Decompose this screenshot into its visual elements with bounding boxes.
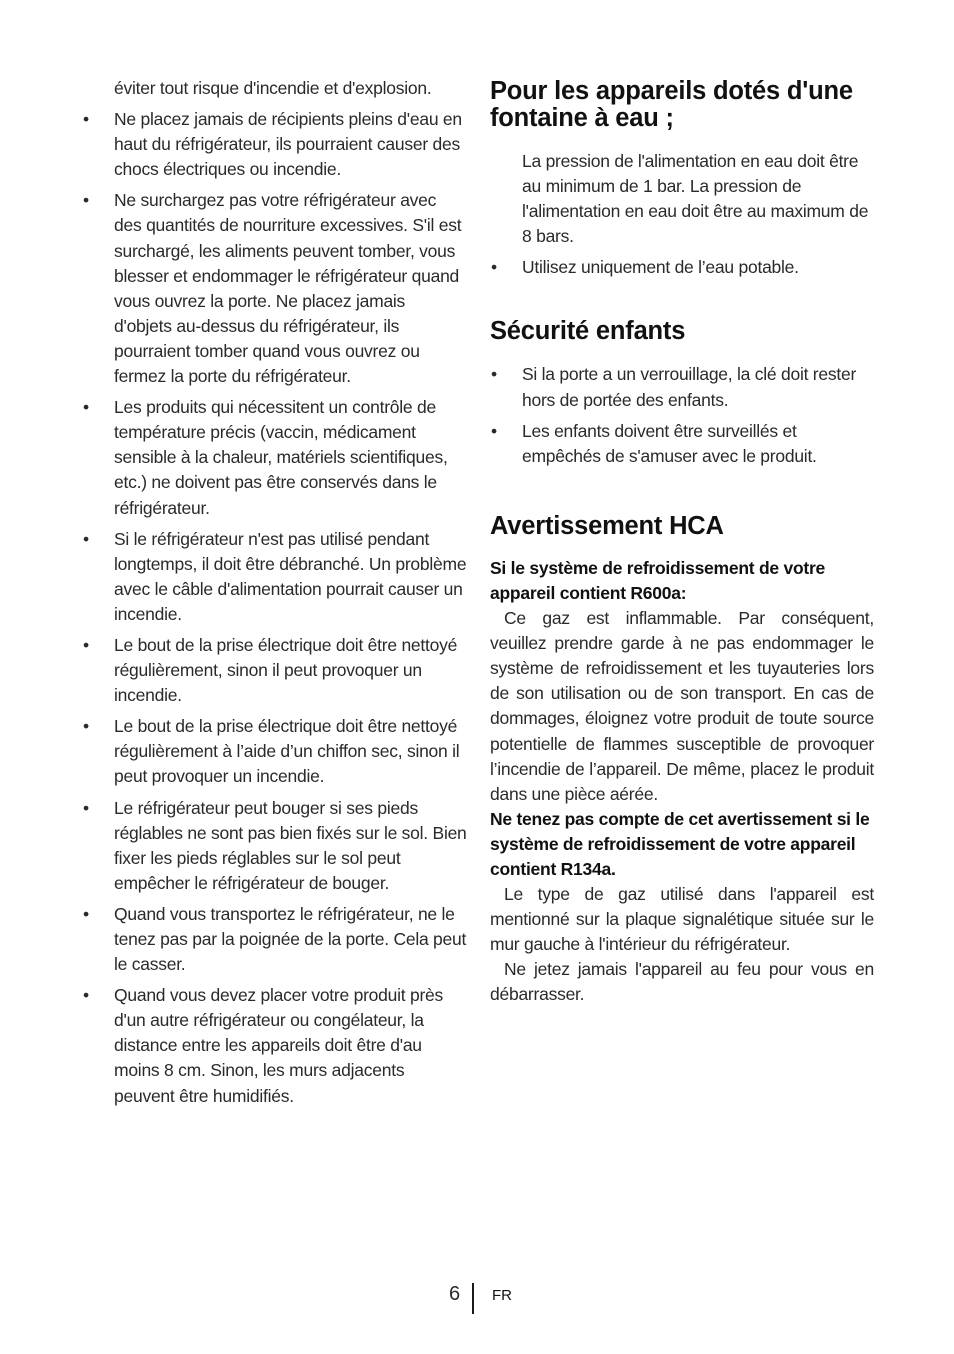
hca-bold-r134a: Ne tenez pas compte de cet avertissement si le système de refroidissement de votre appareil contient R134a.	[490, 808, 870, 879]
bullet-icon: •	[491, 420, 497, 441]
bullet-icon: •	[491, 364, 497, 385]
right-column	[490, 76, 874, 1008]
list-item-text: Ne surchargez pas votre réfrigérateur avec des quantités de nourriture excessives. S'il est surchargé, les aliments peuvent tomber, vous blesser et endommager le réfrigérateur quand vous ouvrez la porte. Ne placez jamais d'objets au-dessus du réfrigérateur, ils pourraient tomber quand vous ouvrez ou fermez la porte du réfrigérateur.	[114, 190, 462, 387]
hca-text-gas-type: Le type de gaz utilisé dans l'appareil est mentionné sur la plaque signalétique située sur le mur gauche à l'intérieur du réfrigérateur.	[490, 884, 874, 955]
child-safety-bullet-list	[490, 362, 874, 468]
bullet-icon: •	[83, 903, 89, 924]
list-item-text: Ne placez jamais de récipients pleins d'eau en haut du réfrigérateur, ils pourraient causer des chocs électriques ou incendie.	[114, 109, 462, 180]
child-safety-heading: Sécurité enfants	[490, 317, 686, 346]
list-item-text: Le réfrigérateur peut bouger si ses pieds réglables ne sont pas bien fixés sur le sol. Bien fixer les pieds réglables sur le sol peut empêcher le réfrigérateur de bouger.	[114, 797, 467, 893]
list-item-text: Quand vous devez placer votre produit près d'un autre réfrigérateur ou congélateur, la distance entre les appareils doit être d'au moins 8 cm. Sinon, les murs adjacents peuvent être humidifiés.	[114, 985, 443, 1106]
footer-divider	[472, 1283, 474, 1314]
list-item-text: Si le réfrigérateur n'est pas utilisé pendant longtemps, il doit être débranché. Un problème avec le câble d'alimentation pourrait causer un incendie.	[114, 528, 467, 624]
bullet-icon: •	[491, 257, 497, 278]
list-item	[82, 395, 467, 520]
list-item-text: Les produits qui nécessitent un contrôle de température précis (vaccin, médicament sensible à la chaleur, matériels scientifiques, etc.) ne doivent pas être conservés dans le réfrigérateur.	[114, 397, 448, 518]
list-item-text: Utilisez uniquement de l’eau potable.	[522, 257, 799, 278]
list-item-text: Quand vous transportez le réfrigérateur, ne le tenez pas par la poignée de la porte. Cela peut le casser.	[114, 903, 467, 975]
fountain-heading: Pour les appareils dotés d'une fontaine à eau ;	[490, 77, 853, 132]
list-item	[490, 255, 874, 280]
bullet-icon: •	[83, 397, 89, 418]
page-number: 6	[449, 1283, 461, 1305]
bullet-icon: •	[83, 797, 89, 818]
left-bullet-list	[82, 107, 467, 1109]
fountain-paragraph: La pression de l'alimentation en eau doit être au minimum de 1 bar. La pression de l'alimentation en eau doit être au maximum de 8 bars.	[522, 151, 869, 247]
list-item-text: Le bout de la prise électrique doit être nettoyé régulièrement, sinon il peut provoquer un incendie.	[114, 634, 458, 706]
bullet-icon: •	[83, 109, 89, 130]
list-item-text: Le bout de la prise électrique doit être nettoyé régulièrement à l’aide d’un chiffon sec, sinon il peut provoquer un incendie.	[114, 716, 460, 787]
hca-text-fire: Ne jetez jamais l'appareil au feu pour vous en débarrasser.	[490, 959, 874, 1005]
list-item	[82, 188, 467, 389]
list-item	[82, 714, 467, 789]
bullet-icon: •	[83, 528, 89, 549]
bullet-icon: •	[83, 634, 89, 655]
hca-heading: Avertissement HCA	[490, 511, 724, 540]
list-item	[490, 362, 874, 412]
hca-text-r600a: Ce gaz est inflammable. Par conséquent, veuillez prendre garde à ne pas endommager le système de refroidissement et les tuyauteries lors de son utilisation ou de son transport. En cas de dommages, éloignez votre produit de toute source potentielle de flammes susceptible de provoquer l’incendie de l’appareil. De même, placez le produit dans une pièce aérée.	[490, 608, 874, 804]
fountain-bullet-list	[490, 255, 874, 280]
list-item	[82, 633, 467, 708]
bullet-icon: •	[83, 190, 89, 211]
language-code: FR	[492, 1287, 512, 1304]
list-item	[82, 902, 467, 977]
list-item	[82, 796, 467, 896]
list-item-text: Les enfants doivent être surveillés et empêchés de s'amuser avec le produit.	[522, 420, 817, 466]
list-item	[82, 527, 467, 627]
list-item-text: Si la porte a un verrouillage, la clé doit rester hors de portée des enfants.	[522, 364, 857, 410]
left-column	[82, 76, 467, 1115]
continuation-text: éviter tout risque d'incendie et d'explosion.	[114, 78, 432, 98]
list-item	[82, 107, 467, 182]
list-item	[82, 983, 467, 1108]
list-item	[490, 419, 874, 469]
bullet-icon: •	[83, 716, 89, 737]
hca-bold-r600a: Si le système de refroidissement de votre appareil contient R600a:	[490, 557, 826, 603]
bullet-icon: •	[83, 985, 89, 1006]
